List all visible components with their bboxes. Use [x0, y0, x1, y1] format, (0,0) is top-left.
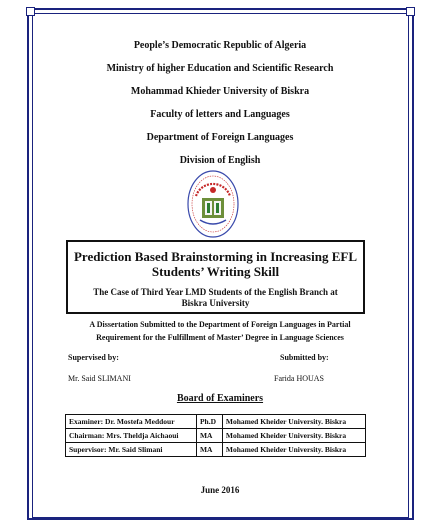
- examiner-degree-cell: MA: [196, 443, 222, 457]
- dissertation-statement: A Dissertation Submitted to the Department of Foreign Languages in Partial Requirement for the Fulfillment of Master’ Degree in Language Sciences: [89, 320, 351, 342]
- thesis-title: Prediction Based Brainstorming in Increasing EFL Students’ Writing Skill: [73, 249, 357, 279]
- faculty-name: Faculty of letters and Languages: [150, 109, 290, 120]
- examiner-role-cell: Chairman: Mrs. Theldja Aichaoui: [66, 429, 197, 443]
- examiners-table: [65, 414, 366, 457]
- table-row: [66, 443, 366, 457]
- supervised-by-label: Supervised by:: [68, 353, 119, 362]
- examiner-role-cell: Examiner: Dr. Mostefa Meddour: [66, 415, 197, 429]
- thesis-title-box: [66, 240, 365, 314]
- border-corner-ornament: [26, 7, 35, 16]
- university-logo-icon: [186, 168, 240, 240]
- ministry-name: Ministry of higher Education and Scientific Research: [106, 63, 334, 74]
- thesis-subtitle: The Case of Third Year LMD Students of the English Branch at Biskra University: [93, 287, 338, 308]
- department-name: Department of Foreign Languages: [146, 132, 294, 143]
- examiner-institution-cell: Mohamed Kheider University. Biskra: [222, 443, 365, 457]
- university-name: Mohammad Khieder University of Biskra: [130, 86, 310, 97]
- division-name: Division of English: [179, 155, 261, 166]
- table-row: [66, 415, 366, 429]
- submission-date: June 2016: [200, 485, 240, 495]
- examiner-institution-cell: Mohamed Kheider University. Biskra: [222, 415, 365, 429]
- examiner-degree-cell: MA: [196, 429, 222, 443]
- examiner-institution-cell: Mohamed Kheider University. Biskra: [222, 429, 365, 443]
- board-title: Board of Examiners: [176, 393, 264, 404]
- border-corner-ornament: [406, 7, 415, 16]
- table-row: [66, 429, 366, 443]
- submitted-by-label: Submitted by:: [280, 353, 329, 362]
- supervisor-name: Mr. Said SLIMANI: [68, 374, 131, 383]
- country-name: People’s Democratic Republic of Algeria: [133, 40, 307, 51]
- examiner-role-cell: Supervisor: Mr. Said Slimani: [66, 443, 197, 457]
- student-name: Farida HOUAS: [274, 374, 324, 383]
- examiner-degree-cell: Ph.D: [196, 415, 222, 429]
